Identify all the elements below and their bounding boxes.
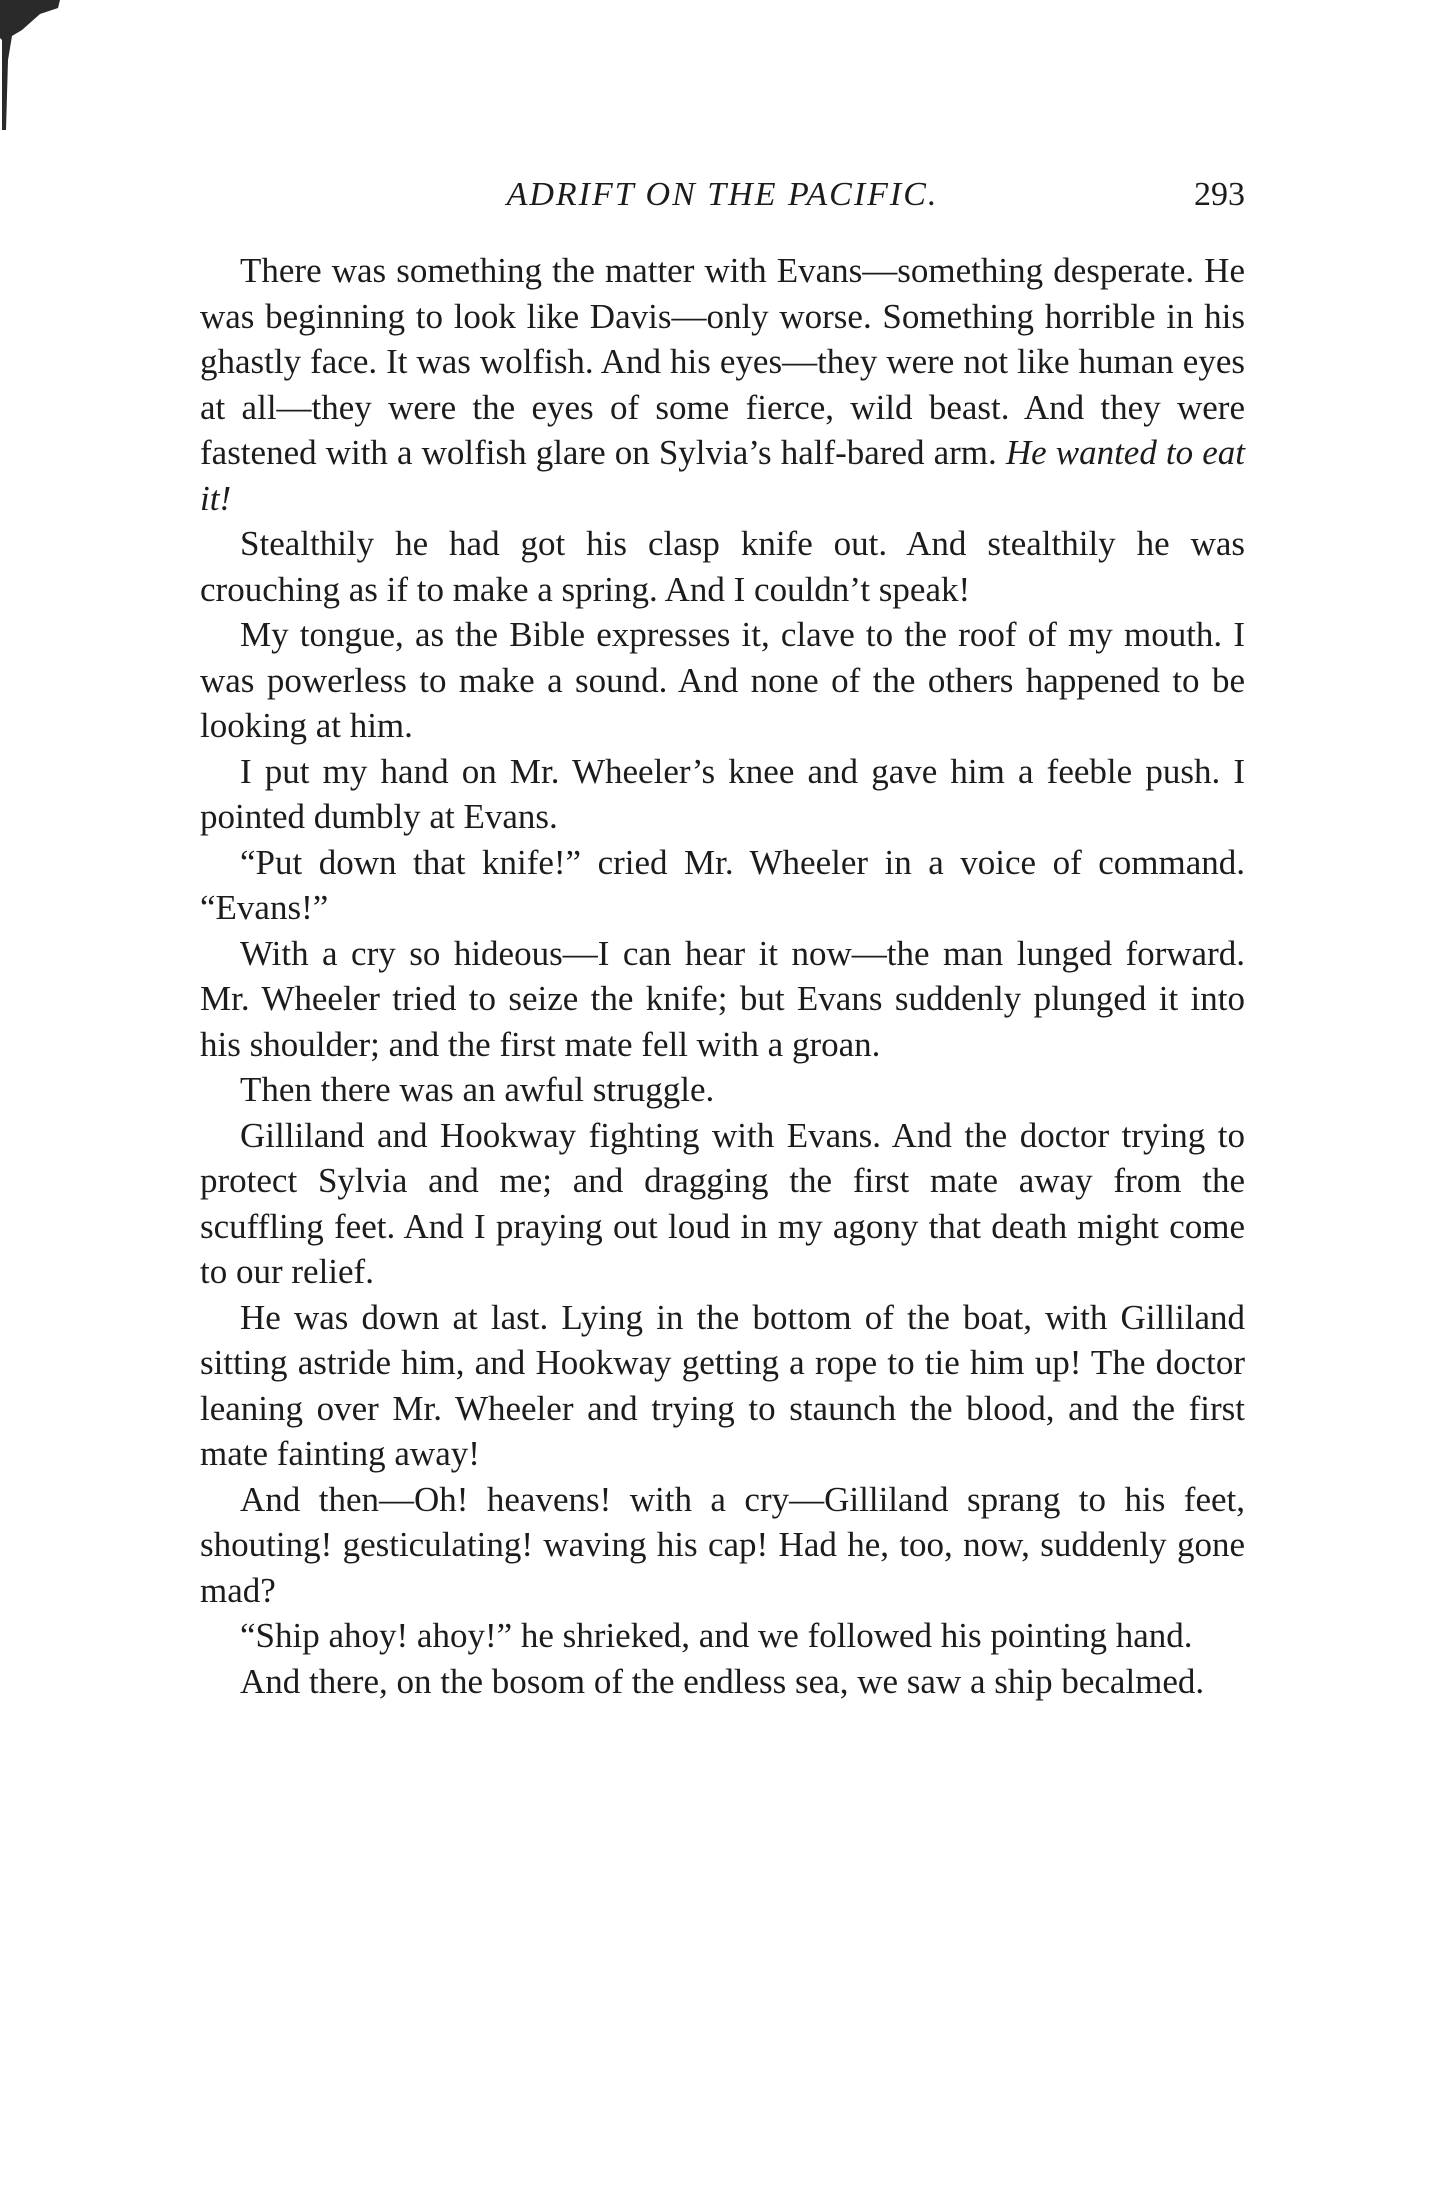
- emphasis: He wanted to eat it!: [200, 433, 1245, 518]
- body-text: [200, 248, 1245, 1704]
- paragraph: I put my hand on Mr. Wheeler’s knee and gave him a feeble push. I pointed dumbly at Evans.: [200, 751, 1245, 836]
- paragraph: “Put down that knife!” cried Mr. Wheeler in a voice of command. “Evans!”: [200, 842, 1245, 927]
- paragraph: With a cry so hideous—I can hear it now—the man lunged forward. Mr. Wheeler tried to seize the knife; but Evans suddenly plunged it into his shoulder; and the first mate fell with a groan.: [200, 933, 1245, 1064]
- page-header: [200, 168, 1245, 228]
- page-edge-mark: [0, 0, 60, 130]
- paragraph: He was down at last. Lying in the bottom of the boat, with Gilliland sitting astride him, and Hookway getting a rope to tie him up! The doctor leaning over Mr. Wheeler and trying to staunch the blood, and the first mate fainting away!: [200, 1297, 1245, 1473]
- paragraph: And there, on the bosom of the endless sea, we saw a ship becalmed.: [240, 1661, 1205, 1701]
- page-number: 293: [1194, 176, 1245, 213]
- running-title: ADRIFT ON THE PACIFIC.: [506, 176, 939, 213]
- paragraph: “Ship ahoy! ahoy!” he shrieked, and we followed his pointing hand.: [240, 1616, 1193, 1655]
- book-page: [200, 168, 1245, 1704]
- paragraph: There was something the matter with Evans—something desperate. He was beginning to look like Davis—only worse. Something horrible in his ghastly face. It was wolfish. And his eyes—they were not like human eyes at all—they were the eyes of some fierce, wild beast. And they were fastened with a wolfish glare on Sylvia’s half-bared arm. He wanted to eat it!: [200, 251, 1245, 518]
- paragraph: Stealthily he had got his clasp knife out. And stealthily he was crouching as if to make a spring. And I couldn’t speak!: [200, 524, 1245, 609]
- paragraph: Gilliland and Hookway fighting with Evans. And the doctor trying to protect Sylvia and me; and dragging the first mate away from the scuffling feet. And I praying out loud in my agony that death might come to our relief.: [200, 1115, 1245, 1291]
- paragraph: Then there was an awful struggle.: [240, 1070, 715, 1109]
- paragraph: And then—Oh! heavens! with a cry—Gilliland sprang to his feet, shouting! gesticulating! waving his cap! Had he, too, now, suddenly gone mad?: [200, 1479, 1245, 1610]
- paragraph: My tongue, as the Bible expresses it, clave to the roof of my mouth. I was powerless to make a sound. And none of the others happened to be looking at him.: [200, 615, 1245, 745]
